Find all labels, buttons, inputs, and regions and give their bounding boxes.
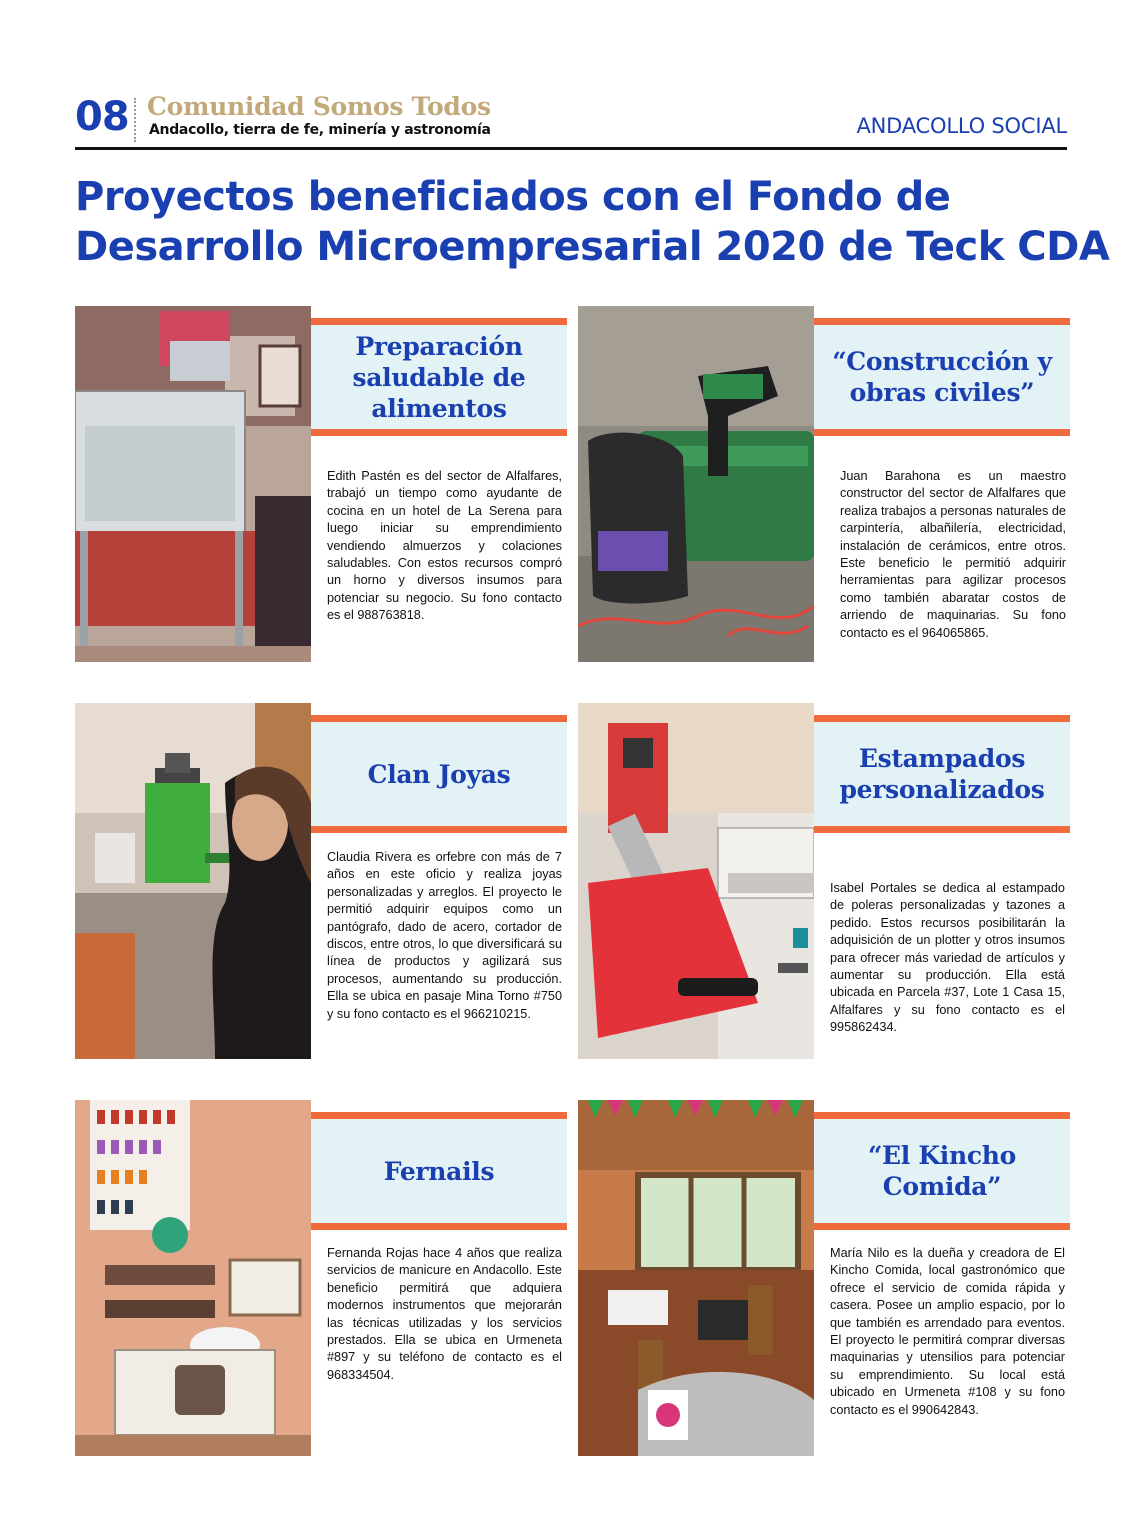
- project-card-el-kincho: [578, 1100, 1070, 1456]
- power-drill-and-welding-mask-photo: [578, 306, 814, 662]
- nail-salon-shelf-and-uv-lamp-photo: [75, 1100, 311, 1456]
- publication-tagline: Andacollo, tierra de fe, minería y astronomía: [149, 122, 491, 138]
- project-title: “Construcción y obras civiles”: [832, 347, 1052, 407]
- project-title: “El Kincho Comida”: [867, 1141, 1017, 1201]
- page-number: 08: [75, 94, 129, 140]
- project-title: Preparación saludable de alimentos: [352, 331, 526, 423]
- project-description: Claudia Rivera es orfebre con más de 7 años en este oficio y realiza joyas personalizadas y arreglos. El proyecto le permitió adquirir equipos como un pantógrafo, dado de acero, cortador de discos, entre otros, lo que diversificará su línea de productos y agilizará sus procesos, aumentando su producción. Ella se ubica en pasaje Mina Torno #750 y su fono contacto es el 966210215.: [327, 850, 562, 1021]
- project-title-band: [311, 715, 567, 833]
- project-description: Edith Pastén es del sector de Alfalfares, trabajó un tiempo como ayudante de cocina en un hotel de La Serena para luego iniciar su emprendimiento vendiendo almuerzos y colaciones saludables. Con estos recursos compró un horno y diversos insumos para potenciar su negocio. Su fono contacto es el 988763818.: [327, 469, 562, 623]
- headline-line-2: Desarrollo Microempresarial 2020 de Teck CDA: [75, 224, 1110, 270]
- header-divider: [134, 98, 137, 142]
- project-description: Fernanda Rojas hace 4 años que realiza servicios de manicure en Andacollo. Este beneficio permitirá que adquiera modernos instrumentos que mejorarán las técnicas utilizadas y los servicios prestados. Ella se ubica en Urmeneta #897 y su teléfono de contacto es el 968334504.: [327, 1246, 562, 1382]
- header-rule: [75, 147, 1067, 150]
- project-card-estampados: [578, 703, 1070, 1059]
- project-card-fernails: [75, 1100, 567, 1456]
- project-title-band: [814, 1112, 1070, 1230]
- page-header: [75, 92, 1067, 150]
- project-title-band: [814, 318, 1070, 436]
- project-title-band: [311, 318, 567, 436]
- jeweler-with-rolling-mill-photo: [75, 703, 311, 1059]
- restaurant-dining-room-photo: [578, 1100, 814, 1456]
- project-title: Clan Joyas: [367, 759, 511, 789]
- project-title: Estampados personalizados: [839, 744, 1045, 804]
- section-label: ANDACOLLO SOCIAL: [856, 114, 1067, 138]
- project-description: Juan Barahona es un maestro constructor del sector de Alfalfares que realiza trabajos a personas naturales de carpintería, albañilería, electricidad, instalación de cerámicos, entre otros. Este beneficio le permitió adquirir herramientas para agilizar procesos como también abaratar costos de arriendo de maquinarias. Su fono contacto es el 964065865.: [840, 469, 1066, 640]
- project-card-clan-joyas: [75, 703, 567, 1059]
- project-description: Isabel Portales se dedica al estampado de poleras personalizadas y tazones a pedido. Estos recursos posibilitarán la adquisición de un plotter y otros insumos para ofrecer más variedad de artículos y aumentar su producción. Ella está ubicada en Parcela #37, Lote 1 Casa 15, Alfalfares y su fono contacto es el 995862434.: [830, 881, 1065, 1035]
- project-title: Fernails: [383, 1156, 495, 1186]
- project-title-band: [311, 1112, 567, 1230]
- project-title-band: [814, 715, 1070, 833]
- project-card-construccion: [578, 306, 1070, 662]
- publication-name: Comunidad Somos Todos: [147, 92, 491, 121]
- project-card-preparacion: [75, 306, 567, 662]
- project-description: María Nilo es la dueña y creadora de El Kincho Comida, local gastronómico que ofrece el servicio de comida rápida y casera. Posee un amplio espacio, por lo que también es arrendado para eventos. El proyecto le permitirá comprar diversas maquinarias y utensilios para potenciar su emprendimiento. Su local está ubicado en Urmeneta #108 y su fono contacto es el 990642843.: [830, 1246, 1065, 1417]
- oven-and-kitchen-equipment-photo: [75, 306, 311, 662]
- page-headline: [75, 172, 1110, 272]
- headline-line-1: Proyectos beneficiados con el Fondo de: [75, 174, 951, 220]
- heat-press-and-plotter-photo: [578, 703, 814, 1059]
